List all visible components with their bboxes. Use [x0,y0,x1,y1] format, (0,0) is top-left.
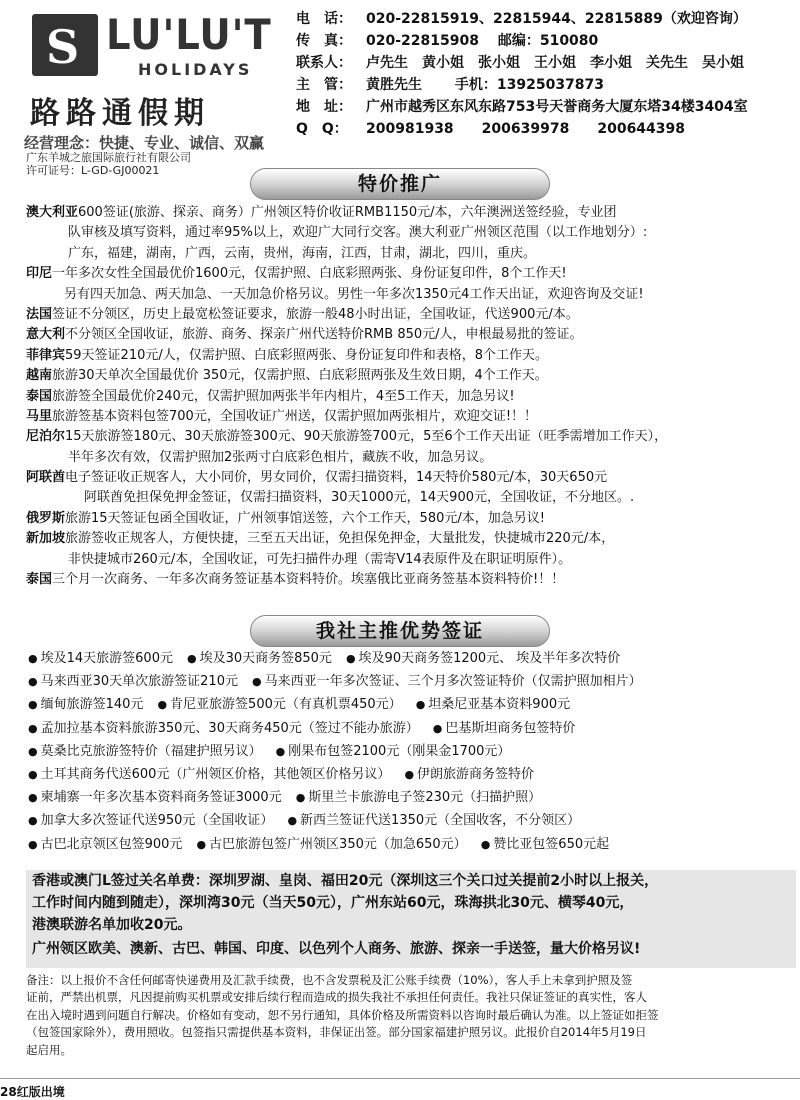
contact-info [296,10,796,142]
divider [0,1078,800,1079]
port-fees-section [26,870,796,968]
visa-item: ● 缅甸旅游签140元 [28,696,143,719]
offer-line [26,407,796,427]
offer-line [26,550,796,570]
contact-label: Q Q： [296,121,348,137]
offer-line [26,366,796,386]
contact-value: 黄胜先生 手机：13925037873 [366,77,605,93]
contact-row [296,120,796,142]
logo-mark-icon: S [32,14,98,76]
country-name: 尼泊尔 [26,429,66,445]
offer-text: 半年多次有效，仅需护照加2张两寸白底彩色相片，藏族不收，加急另议。 [68,449,493,465]
offer-line [26,223,796,243]
country-name: 澳大利亚 [26,205,79,220]
visa-item: ● 马来西亚一年多次签证、三个月多次签证特价（仅需护照加相片） [252,673,642,696]
visa-item: ● 埃及30天商务签850元 [187,650,332,673]
contact-label: 传 真： [296,33,352,49]
visa-row [28,673,798,696]
offer-line [26,529,796,549]
offer-line [26,244,796,264]
offer-line [26,570,796,590]
offer-text: 不分领区全国收证，旅游、商务、探亲广州代送特价RMB 850元/人，申根最易批的签证。 [65,327,583,343]
note-line: （包签国家除外），费用照收。包签指只需提供基本资料，非保证出签。部分国家福建护照另议。此报价自2014年5月19日 [26,1025,647,1040]
contact-value: 020-22815908 邮编：510080 [366,33,599,49]
offer-line [26,387,796,407]
visa-row [28,696,798,719]
offer-line [26,325,796,345]
visa-row [28,789,798,812]
country-name: 意大利 [26,327,66,343]
country-name: 印尼 [26,266,53,282]
offer-line [26,427,796,447]
visa-item: ● 肯尼亚旅游签500元（有真机票450元） [157,696,401,719]
offer-text: 广东，福建，湖南，广西，云南，贵州，海南，江西，甘肃，湖北，四川，重庆。 [68,245,537,261]
visa-item: ● 加拿大多次签证代送950元（全国收证） [28,812,273,835]
country-name: 马里 [26,408,53,424]
country-name: 菲律宾 [26,347,66,363]
country-name: 泰国 [26,388,53,404]
logo-subtitle: HOLIDAYS [138,60,253,79]
visa-item: ● 莫桑比克旅游签特价（福建护照另议） [28,743,262,766]
country-name: 新加坡 [26,531,66,547]
offer-text: 签证不分领区，历史上最宽松签证要求，旅游一般48小时出证，全国收证，代送900元/本。 [52,306,579,322]
contact-row [296,32,796,54]
contact-row [296,10,796,32]
visa-item: ● 埃及14天旅游签600元 [28,650,173,673]
note-line: 在出入境时遇到问题自行解决。价格如有变动，恕不另行通知，具体价格及所需资料以咨询时最后确认为准。以上签证如拒签 [26,1007,659,1022]
port-fee-line: 港澳联游名单加收20元。 [32,917,192,933]
visa-row [28,836,798,859]
offer-line [26,448,796,468]
offer-text: 旅游15天签证包函全国收证，广州领事馆送签，六个工作天，580元/本，加急另议! [65,510,545,526]
special-offers-list [26,203,796,590]
license-number: 许可证号：L-GD-GJ00021 [26,164,160,177]
port-fee-line: 香港或澳门L签过关名单费：深圳罗湖、皇岗、福田20元（深圳这三个关口过关提前2小时以上报关， [32,873,659,889]
visa-item: ● 坦桑尼亚基本资料900元 [416,696,570,719]
logo [22,8,282,152]
visa-row [28,650,798,673]
port-fee-line: 工作时间内随到随走），深圳湾30元（当天50元），广州东站60元，珠海拱北30元、横琴40元， [32,895,634,911]
offer-line [26,264,796,284]
brand-name: 路路通假期 [30,96,210,131]
specials-banner: 特价推广 [250,168,550,200]
offer-text: 旅游签基本资料包签700元，全国收证广州送，仅需护照加两张相片，欢迎交证!！！ [52,408,538,424]
offer-text: 旅游签全国最优价240元，仅需护照加两张半年内相片，4至5工作天，加急另议! [52,388,515,404]
offer-line [26,305,796,325]
page-footer: 28红版出境 [0,1085,65,1099]
offer-line [26,203,796,223]
header [0,0,800,178]
visa-item: ● 赞比亚包签650元起 [481,836,609,859]
contact-label: 电 话： [296,11,352,27]
note-line: 证前，严禁出机票，凡因提前购买机票或安排后续行程而造成的损失我社不承担任何责任。我社只保证签证的真实性，客人 [26,990,647,1005]
note-line: 起启用。 [26,1042,72,1057]
offer-text: 600签证(旅游、探亲、商务）广州领区特价收证RMB1150元/本，六年澳洲送签经验，专业团 [78,205,617,220]
main-visa-list [28,650,798,859]
visa-item: ● 巴基斯坦商务包签特价 [433,720,576,743]
visa-item: ● 埃及90天商务签1200元、 埃及半年多次特价 [346,650,620,673]
visa-item: ● 伊朗旅游商务签特价 [404,766,534,789]
offer-line [26,346,796,366]
visa-item: ● 马来西亚30天单次旅游签证210元 [28,673,238,696]
offer-line [26,509,796,529]
visa-item: ● 新西兰签证代送1350元（全国收客，不分领区） [287,812,580,835]
contact-value: 广州市越秀区东风东路753号天誉商务大厦东塔34楼3404室 [366,99,748,115]
visa-item: ● 斯里兰卡旅游电子签230元（扫描护照） [296,789,541,812]
offer-text: 15天旅游签180元、30天旅游签300元、90天旅游签700元，5至6个工作天出证（旺季需增加工作天）， [65,429,668,445]
visa-item: ● 古巴旅游包签广州领区350元（加急650元） [196,836,466,859]
contact-value: 卢先生 黄小姐 张小姐 王小姐 李小姐 关先生 吴小姐 [366,55,744,71]
visa-row [28,766,798,789]
contact-label: 主 管： [296,77,352,93]
contact-row [296,76,796,98]
offer-text: 旅游30天单次全国最优价 350元，仅需护照、白底彩照两张及生效日期，4个工作天。 [52,368,548,384]
contact-value: 020-22815919、22815944、22815889（欢迎咨询） [366,11,747,27]
visa-item: ● 古巴北京领区包签900元 [28,836,182,859]
offer-text: 三个月一次商务、一年多次商务签证基本资料特价。埃塞俄比亚商务签基本资料特价!！！ [52,572,565,588]
country-name: 法国 [26,306,53,322]
offer-text: 队审核及填写资料，通过率95%以上，欢迎广大同行交客。澳大利亚广州领区范围（以工作地划分）: [68,225,648,241]
offer-text: 一年多次女性全国最优价1600元，仅需护照、白底彩照两张、身份证复印件，8个工作天! [52,266,567,282]
contact-label: 地 址： [296,99,352,115]
contact-row [296,54,796,76]
offer-line [26,285,796,305]
visa-item: ● 柬埔寨一年多次基本资料商务签证3000元 [28,789,282,812]
offer-text: 阿联酋免担保免押金签证，仅需扫描资料，30天1000元，14天900元，全国收证，不分地区。. [84,490,635,506]
port-fee-line: 广州领区欧美、澳新、古巴、韩国、印度、以色列个人商务、旅游、探亲一手送签，量大价格另议! [32,941,641,957]
notes-section [26,972,796,1059]
offer-text: 非快捷城市260元/本，全国收证，可先扫描件办理（需寄V14表原件及在职证明原件）。 [68,551,572,567]
visa-item: ● 孟加拉基本资料旅游350元、30天商务450元（签过不能办旅游） [28,720,419,743]
offer-text: 59天签证210元/人，仅需护照、白底彩照两张、身份证复印件和表格，8个工作天。 [65,347,549,363]
visa-row [28,743,798,766]
contact-value: 200981938 200639978 200644398 [366,121,686,137]
note-line: 备注：以上报价不含任何邮寄快递费用及汇款手续费，也不含发票税及汇公账手续费（10%），客人手上未拿到护照及签 [26,973,633,987]
logo-text: LU'LU'T [106,10,272,59]
company-name: 广东羊城之旅国际旅行社有限公司 [26,151,191,164]
offer-text: 电子签证收正规客人，大小同价，男女同价，仅需扫描资料，14天特价580元/本，30天650元 [65,470,608,486]
offer-text: 另有四天加急、两天加急、一天加急价格另议。男性一年多次1350元4工作天出证，欢迎咨询及交证! [64,286,644,302]
visa-item: ● 土耳其商务代送600元（广州领区价格，其他领区价格另议） [28,766,390,789]
country-name: 泰国 [26,572,53,588]
visa-row [28,812,798,835]
visa-item: ● 刚果布包签2100元（刚果金1700元） [276,743,511,766]
country-name: 阿联酋 [26,470,66,486]
visa-row [28,720,798,743]
main-visas-banner: 我社主推优势签证 [250,615,550,647]
country-name: 俄罗斯 [26,510,66,526]
country-name: 越南 [26,368,53,384]
offer-line [26,468,796,488]
slogan: 经营理念：快捷、专业、诚信、双赢 [24,134,265,152]
offer-line [26,488,796,508]
contact-label: 联系人： [296,55,352,71]
contact-row [296,98,796,120]
offer-text: 旅游签收正规客人，方便快捷，三至五天出证，免担保免押金，大量批发，快捷城市220元/本， [65,531,615,547]
